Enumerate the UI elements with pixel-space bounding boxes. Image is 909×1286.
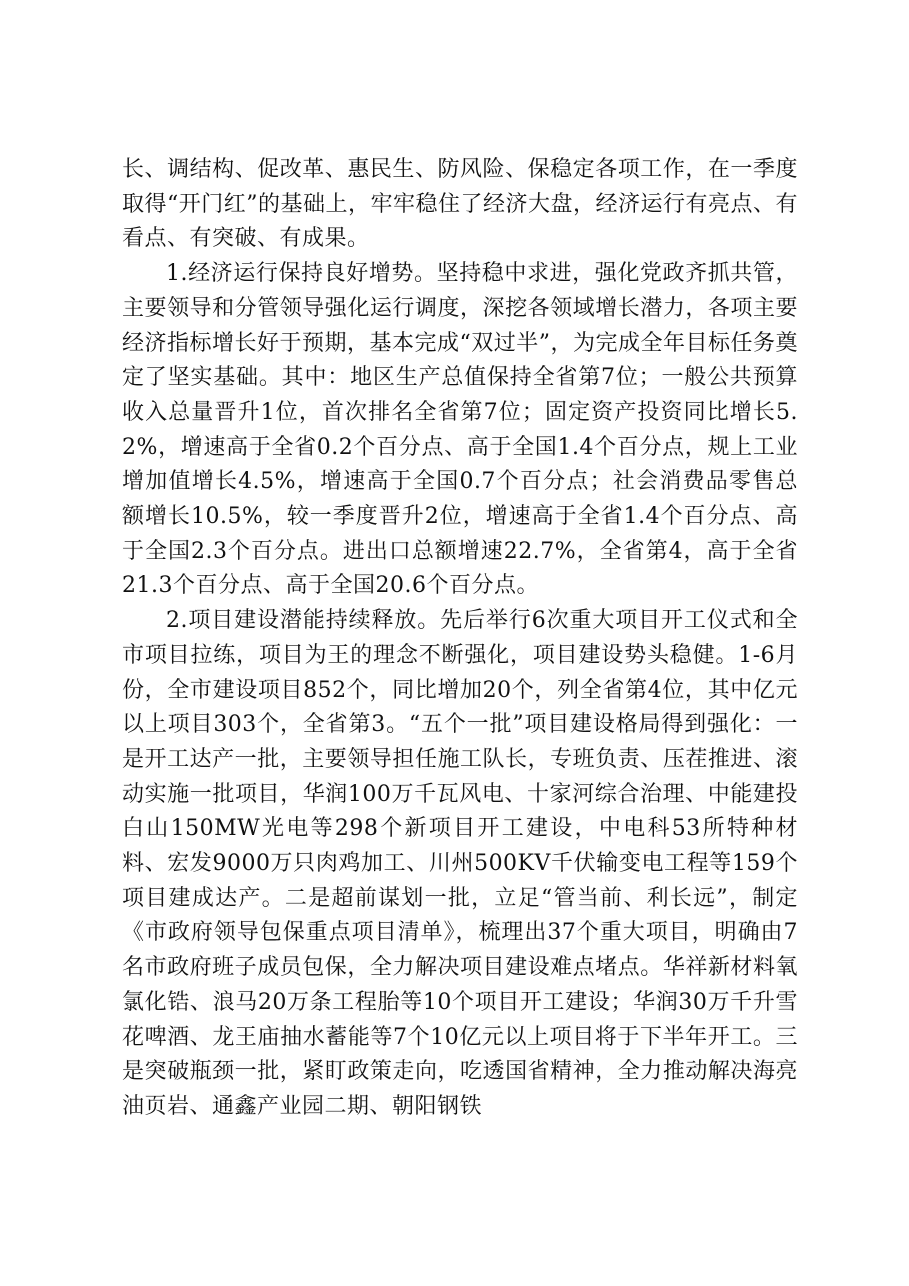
paragraph-continuation: 长、调结构、促改革、惠民生、防风险、保稳定各项工作，在一季度取得“开门红”的基础上，牢牢稳住了经济大盘，经济运行有亮点、有看点、有突破、有成果。 (122, 157, 798, 252)
document-page (122, 153, 798, 1125)
paragraph-project-construction: 2.项目建设潜能持续释放。先后举行6次重大项目开工仪式和全市项目拉练，项目为王的理念不断强化，项目建设势头稳健。1-6月份，全市建设项目852个，同比增加20个，列全省第4位，其中亿元以上项目303个，全省第3。“五个一批”项目建设格局得到强化：一是开工达产一批，主要领导担任施工队长，专班负责、压茬推进、滚动实施一批项目，华润100万千瓦风电、十家河综合治理、中能建投白山150MW光电等298个新项目开工建设，中电科53所特种材料、宏发9000万只肉鸡加工、川州500KV千伏输变电工程等159个项目建成达产。二是超前谋划一批，立足“管当前、利长远”，制定《市政府领导包保重点项目清单》，梳理出37个重大项目，明确由7名市政府班子成员包保，全力解决项目建设难点堵点。华祥新材料氧氯化锆、浪马20万条工程胎等10个项目开工建设；华润30万千升雪花啤酒、龙王庙抽水蓄能等7个10亿元以上项目将于下半年开工。三是突破瓶颈一批，紧盯政策走向，吃透国省精神，全力推动解决海亮油页岩、通鑫产业园二期、朝阳钢铁 (122, 608, 798, 1119)
paragraph-economic-operation: 1.经济运行保持良好增势。坚持稳中求进，强化党政齐抓共管，主要领导和分管领导强化运行调度，深挖各领域增长潜力，各项主要经济指标增长好于预期，基本完成“双过半”，为完成全年目标任务奠定了坚实基础。其中：地区生产总值保持全省第7位；一般公共预算收入总量晋升1位，首次排名全省第7位；固定资产投资同比增长5.2%，增速高于全省0.2个百分点、高于全国1.4个百分点，规上工业增加值增长4.5%，增速高于全国0.7个百分点；社会消费品零售总额增长10.5%，较一季度晋升2位，增速高于全省1.4个百分点、高于全国2.3个百分点。进出口总额增速22.7%，全省第4，高于全省21.3个百分点、高于全国20.6个百分点。 (122, 261, 798, 599)
